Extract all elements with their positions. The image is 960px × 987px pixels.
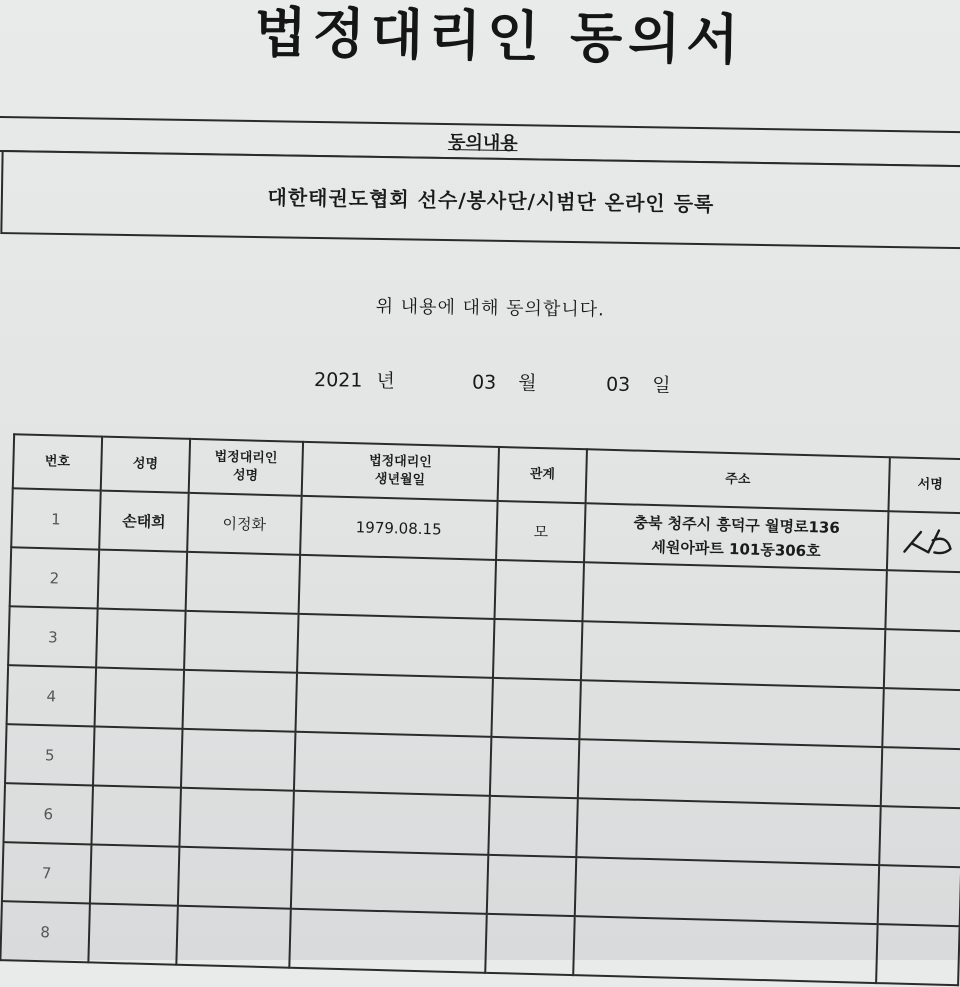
row-rep-birth xyxy=(294,732,492,796)
header-name: 성명 xyxy=(101,437,190,493)
date-month-unit: 월 xyxy=(518,372,537,395)
row-signature xyxy=(876,924,959,985)
row-address xyxy=(575,857,879,924)
date-year-unit: 년 xyxy=(376,369,395,393)
header-rep-name xyxy=(189,439,303,496)
row-relation xyxy=(492,678,582,739)
row-rep-name xyxy=(183,670,297,732)
row-rep-birth: 1979.08.15 xyxy=(300,496,498,560)
date-day xyxy=(606,370,671,398)
date-year-value: 2021 xyxy=(313,368,363,392)
signature-mark-icon xyxy=(898,521,959,563)
row-rep-name xyxy=(186,552,300,614)
row-relation xyxy=(488,796,578,857)
row-rep-name xyxy=(178,847,292,909)
consent-header-label: 동의내용 xyxy=(447,132,518,155)
agree-statement: 위 내용에 대해 동의합니다. xyxy=(375,295,605,321)
row-rep-name xyxy=(179,788,293,850)
row-rep-birth xyxy=(290,850,488,914)
header-rep-name-line2: 성명 xyxy=(232,468,259,484)
header-num: 번호 xyxy=(13,434,102,490)
row-address xyxy=(584,503,888,570)
header-address: 주소 xyxy=(586,449,890,511)
row-num: 3 xyxy=(8,606,98,667)
header-signature: 서명 xyxy=(889,457,960,513)
row-name xyxy=(96,609,186,670)
row-num: 5 xyxy=(5,724,95,785)
date-month-value: 03 xyxy=(471,371,497,394)
row-relation xyxy=(485,914,575,975)
header-rep-birth-line1: 법정대리인 xyxy=(368,454,433,471)
row-name xyxy=(98,550,188,611)
row-signature xyxy=(878,865,960,926)
row-signature xyxy=(882,688,960,749)
row-rep-birth xyxy=(289,909,487,973)
row-num: 8 xyxy=(0,901,90,962)
row-address xyxy=(576,798,880,865)
row-address-line2: 세원아파트 101동306호 xyxy=(651,537,821,560)
header-rep-birth xyxy=(301,442,499,501)
row-signature xyxy=(881,747,960,808)
row-relation xyxy=(487,855,577,916)
signature-icon xyxy=(887,511,960,572)
document-title: 법정대리인 동의서 xyxy=(253,1,746,72)
row-num: 4 xyxy=(7,665,97,726)
consent-body-text: 대한태권도협회 선수/봉사단/시범단 온라인 등록 xyxy=(267,185,715,217)
row-relation xyxy=(490,737,580,798)
row-num: 1 xyxy=(11,488,101,549)
consent-body-box xyxy=(0,150,960,249)
row-address xyxy=(580,680,884,747)
header-relation: 관계 xyxy=(498,447,587,503)
row-address xyxy=(583,562,887,629)
row-rep-name xyxy=(181,729,295,791)
row-rep-birth xyxy=(297,614,495,678)
row-num: 7 xyxy=(2,842,92,903)
row-address xyxy=(573,916,877,983)
row-num: 2 xyxy=(10,547,100,608)
date-day-value: 03 xyxy=(605,373,631,396)
row-relation xyxy=(493,619,583,680)
row-address xyxy=(578,739,882,806)
row-relation xyxy=(495,560,585,621)
row-rep-birth xyxy=(295,673,493,737)
date-day-unit: 일 xyxy=(652,374,671,397)
row-rep-name: 이정화 xyxy=(187,493,301,555)
date-month xyxy=(472,367,537,395)
row-rep-name xyxy=(176,906,290,968)
row-rep-birth xyxy=(298,555,496,619)
header-rep-birth-line2: 생년월일 xyxy=(374,471,426,489)
header-rep-name-line1: 법정대리인 xyxy=(214,449,278,467)
row-signature xyxy=(879,806,960,867)
row-name xyxy=(88,903,178,964)
guardian-consent-table xyxy=(0,433,960,986)
row-address-line1: 충북 청주시 흥덕구 월명로136 xyxy=(633,513,841,537)
row-name xyxy=(91,785,181,846)
row-relation: 모 xyxy=(496,501,586,562)
row-rep-birth xyxy=(292,791,490,855)
row-name xyxy=(95,668,185,729)
row-address xyxy=(581,621,885,688)
row-signature xyxy=(884,629,960,690)
row-name: 손태희 xyxy=(99,491,189,552)
row-name xyxy=(90,844,180,905)
date-year xyxy=(314,365,395,393)
row-num: 6 xyxy=(3,783,93,844)
row-name xyxy=(93,726,183,787)
row-rep-name xyxy=(184,611,298,673)
row-signature xyxy=(885,570,960,631)
